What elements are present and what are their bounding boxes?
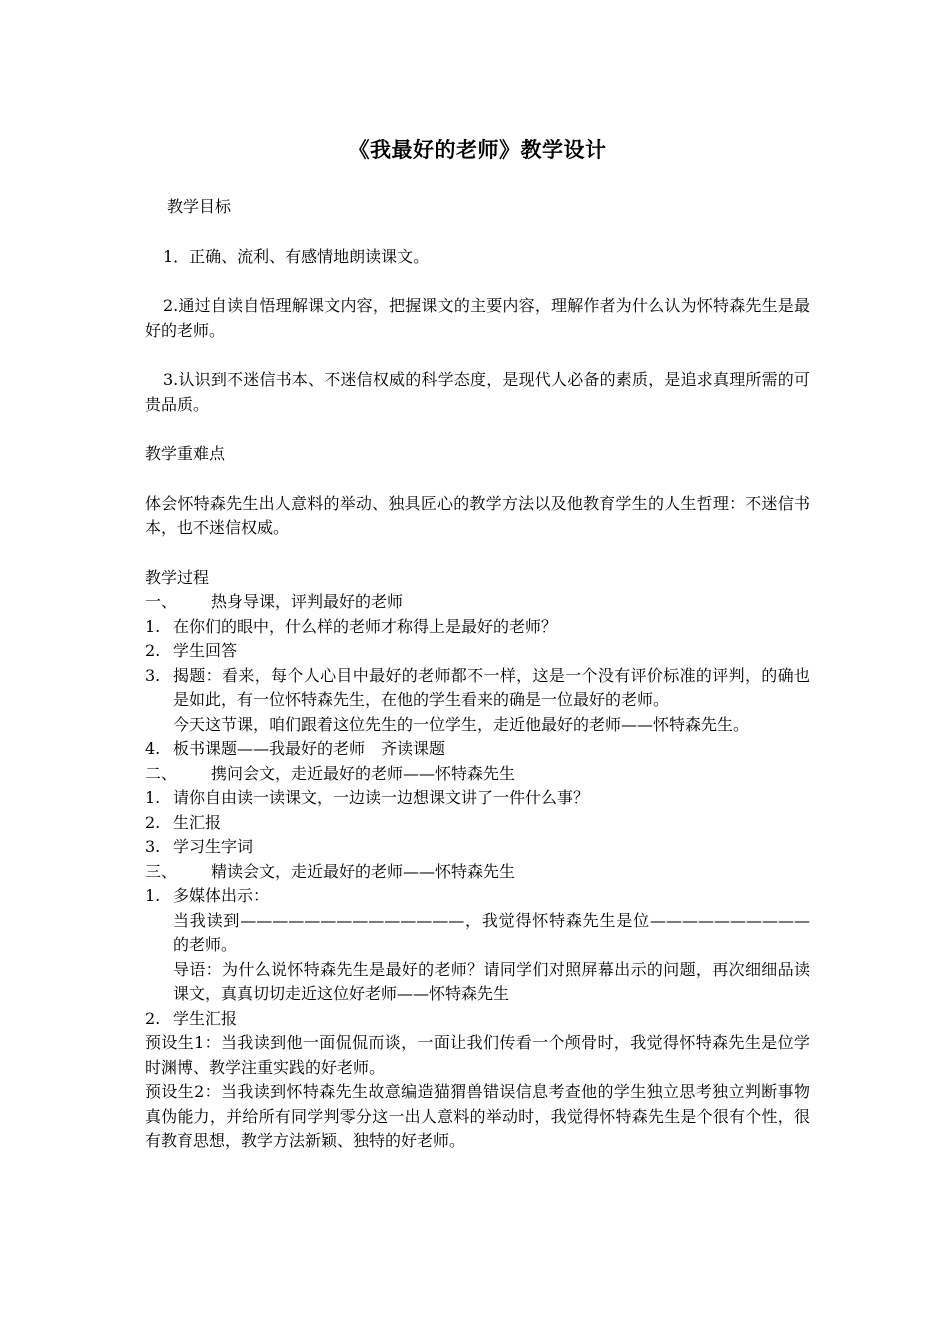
list-item: 3. 揭题：看来，每个人心目中最好的老师都不一样，这是一个没有评价标准的评判，的确也是如此，有一位怀特森先生，在他的学生看来的确是一位最好的老师。 [145, 665, 810, 709]
difficulty-text: 体会怀特森先生出人意料的举动、独具匠心的教学方法以及他教育学生的人生哲理：不迷信书本，也不迷信权威。 [145, 493, 810, 537]
preset-answer-2: 预设生2：当我读到怀特森先生故意编造猫猬兽错误信息考查他的学生独立思考独立判断事物真伪能力，并给所有同学判零分这一出人意料的举动时，我觉得怀特森先生是个很有个性，很有教育思想，教学方法新颖、独特的好老师。 [145, 1082, 810, 1150]
goal-item-3: 3.认识到不迷信书本、不迷信权威的科学态度，是现代人必备的素质，是追求真理所需的可贵品质。 [145, 370, 810, 414]
section-heading-3 [145, 860, 810, 885]
continuation-text: 今天这节课，咱们跟着这位先生的一位学生，走近他最好的老师——怀特森先生。 [173, 714, 750, 734]
list-item: 2. 学生汇报 [145, 1008, 238, 1028]
goal-item-1: 1．正确、流利、有感情地朗读课文。 [163, 246, 430, 266]
section-number: 一、 [145, 592, 178, 611]
list-item: 1. 在你们的眼中，什么样的老师才称得上是最好的老师？ [145, 616, 558, 636]
preset-answer-1: 预设生1：当我读到他一面侃侃而谈，一面让我们传看一个颅骨时，我觉得怀特森先生是位学时渊博、教学注重实践的好老师。 [145, 1033, 810, 1077]
fill-in-blank-line: 当我读到——————————————，我觉得怀特森先生是位——————————的老师。 [173, 910, 810, 954]
section-title: 精读会文，走近最好的老师——怀特森先生 [211, 861, 516, 881]
goal-item-2: 2.通过自读自悟理解课文内容，把握课文的主要内容，理解作者为什么认为怀特森先生是最好的老师。 [145, 296, 810, 340]
process-heading: 教学过程 [145, 567, 210, 587]
section-heading-2 [145, 762, 810, 787]
goals-heading: 教学目标 [167, 197, 232, 216]
difficulty-heading: 教学重难点 [145, 444, 226, 463]
list-item: 1. 请你自由读一读课文，一边读一边想课文讲了一件什么事？ [145, 788, 590, 807]
section-number: 二、 [145, 763, 178, 783]
list-item: 2. 生汇报 [145, 812, 222, 832]
section-heading-1 [145, 590, 810, 615]
list-item: 4. 板书课题——我最好的老师 齐读课题 [145, 739, 446, 758]
guide-text: 导语：为什么说怀特森先生是最好的老师？请同学们对照屏幕出示的问题，再次细细品读课文，真真切切走近这位好老师——怀特森先生 [173, 959, 810, 1003]
document-title: 《我最好的老师》教学设计 [348, 137, 607, 162]
list-item: 2. 学生回答 [145, 641, 238, 660]
section-number: 三、 [145, 861, 178, 881]
list-item: 3. 学习生字词 [145, 837, 254, 856]
document-body [145, 135, 810, 1154]
list-item: 1. 多媒体出示： [145, 886, 270, 905]
section-title: 携问会文，走近最好的老师——怀特森先生 [211, 763, 516, 783]
section-title: 热身导课，评判最好的老师 [211, 592, 404, 611]
